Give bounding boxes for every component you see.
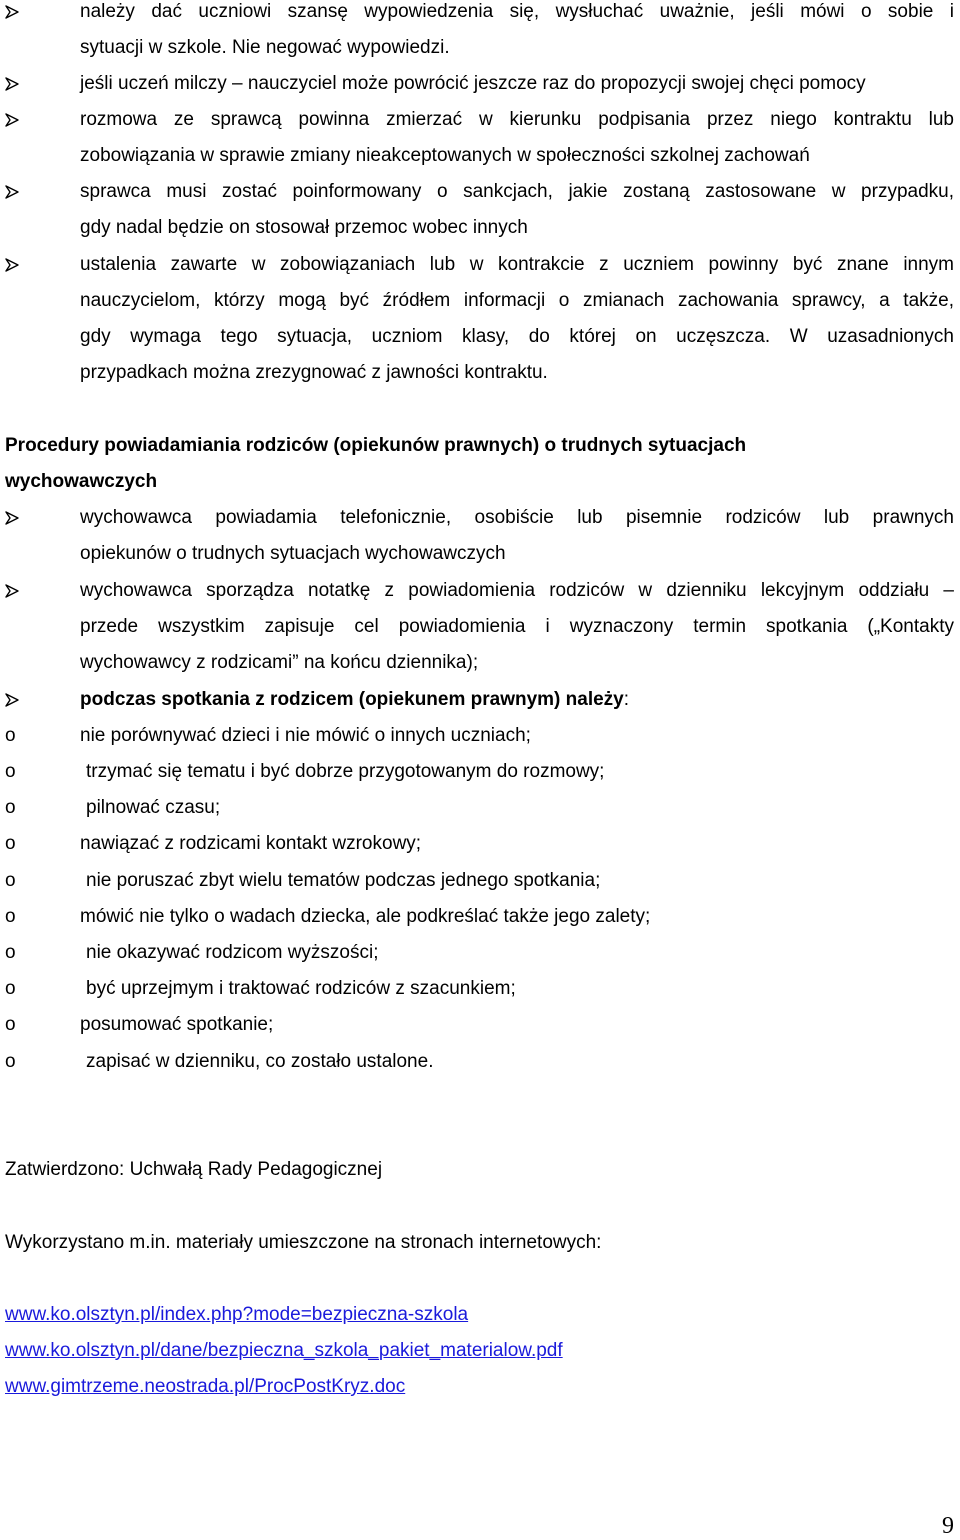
list-item-text: [80, 682, 954, 718]
section-heading: [5, 428, 905, 500]
arrow-bullet-icon: [4, 247, 30, 283]
text-line: gdy nadal będzie on stosował przemoc wobec innych: [80, 217, 528, 238]
text-line: nauczycielom, którzy mogą być źródłem informacji o zmianach zachowania sprawcy, a także,: [80, 290, 954, 311]
arrow-bullet-icon: [4, 0, 30, 30]
arrow-bullet-icon: [4, 66, 30, 102]
sources-intro: Wykorzystano m.in. materiały umieszczone na stronach internetowych:: [5, 1232, 602, 1253]
list-item-text: [80, 174, 954, 246]
text-line: przypadkach można zrezygnować z jawności kontraktu.: [80, 362, 548, 383]
text-line: opiekunów o trudnych sytuacjach wychowawczych: [80, 543, 506, 564]
text-line: jeśli uczeń milczy – nauczyciel może powrócić jeszcze raz do propozycji swojej chęci pomocy: [80, 73, 866, 94]
sub-item-text: nawiązać z rodzicami kontakt wzrokowy;: [80, 833, 422, 854]
arrow-bullet-icon: [4, 682, 30, 718]
text-line: wychowawca sporządza notatkę z powiadomienia rodziców w dzienniku lekcyjnym oddziału –: [80, 580, 954, 601]
text-line: wychowawcy z rodzicami” na końcu dziennika);: [80, 652, 479, 673]
arrow-bullet-icon: [4, 174, 30, 210]
text-line: należy dać uczniowi szansę wypowiedzenia się, wysłuchać uważnie, jeśli mówi o sobie i: [80, 1, 954, 22]
text-line: zobowiązania w sprawie zmiany nieakceptowanych w społeczności szkolnej zachowań: [80, 145, 810, 166]
page-number: 9: [942, 1513, 954, 1539]
circle-bullet: o: [5, 942, 16, 963]
sub-item-text: pilnować czasu;: [86, 797, 221, 818]
list-item-text: [80, 102, 954, 174]
circle-bullet: o: [5, 1014, 16, 1035]
meeting-heading: podczas spotkania z rodzicem (opiekunem prawnym) należy: [80, 689, 624, 710]
circle-bullet: o: [5, 870, 16, 891]
heading-line: wychowawczych: [5, 471, 158, 492]
text-line: sprawca musi zostać poinformowany o sankcjach, jakie zostaną zastosowane w przypadku,: [80, 181, 954, 202]
source-link[interactable]: www.gimtrzeme.neostrada.pl/ProcPostKryz.doc: [5, 1376, 406, 1397]
list-item-text: [80, 247, 954, 391]
source-link[interactable]: www.ko.olsztyn.pl/index.php?mode=bezpieczna-szkola: [5, 1304, 469, 1325]
text-line: gdy wymaga tego sytuacja, uczniom klasy, do której on uczęszcza. W uzasadnionych: [80, 326, 954, 347]
text-line: rozmowa ze sprawcą powinna zmierzać w kierunku podpisania przez niego kontraktu lub: [80, 109, 954, 130]
sub-item-text: nie poruszać zbyt wielu tematów podczas jednego spotkania;: [86, 870, 601, 891]
sub-item-text: posumować spotkanie;: [80, 1014, 274, 1035]
text-line: wychowawca powiadamia telefonicznie, osobiście lub pisemnie rodziców lub prawnych: [80, 507, 954, 528]
circle-bullet: o: [5, 978, 16, 999]
sub-item-text: mówić nie tylko o wadach dziecka, ale podkreślać także jego zalety;: [80, 906, 651, 927]
sub-item-text: zapisać w dzienniku, co zostało ustalone.: [86, 1051, 434, 1072]
list-item-text: [80, 66, 954, 102]
sub-item-text: trzymać się tematu i być dobrze przygotowanym do rozmowy;: [86, 761, 605, 782]
arrow-bullet-icon: [4, 500, 30, 536]
approval-note: Zatwierdzono: Uchwałą Rady Pedagogicznej: [5, 1159, 383, 1180]
arrow-bullet-icon: [4, 573, 30, 609]
list-item-text: [80, 500, 954, 572]
circle-bullet: o: [5, 725, 16, 746]
circle-bullet: o: [5, 833, 16, 854]
circle-bullet: o: [5, 1051, 16, 1072]
text-line: sytuacji w szkole. Nie negować wypowiedzi.: [80, 37, 450, 58]
list-item-text: [80, 0, 954, 66]
circle-bullet: o: [5, 797, 16, 818]
text-line: ustalenia zawarte w zobowiązaniach lub w kontrakcie z uczniem powinny być znane innym: [80, 254, 954, 275]
sub-item-text: nie okazywać rodzicom wyższości;: [86, 942, 379, 963]
meeting-colon: :: [623, 689, 630, 710]
source-link[interactable]: www.ko.olsztyn.pl/dane/bezpieczna_szkola_pakiet_materialow.pdf: [5, 1340, 563, 1361]
list-item-text: [80, 573, 954, 681]
arrow-bullet-icon: [4, 102, 30, 138]
heading-line: Procedury powiadamiania rodziców (opiekunów prawnych) o trudnych sytuacjach: [5, 435, 747, 456]
text-line: przede wszystkim zapisuje cel powiadomienia i wyznaczony termin spotkania („Kontakty: [80, 616, 954, 637]
circle-bullet: o: [5, 906, 16, 927]
circle-bullet: o: [5, 761, 16, 782]
sub-item-text: być uprzejmym i traktować rodziców z szacunkiem;: [86, 978, 516, 999]
sub-item-text: nie porównywać dzieci i nie mówić o innych uczniach;: [80, 725, 531, 746]
